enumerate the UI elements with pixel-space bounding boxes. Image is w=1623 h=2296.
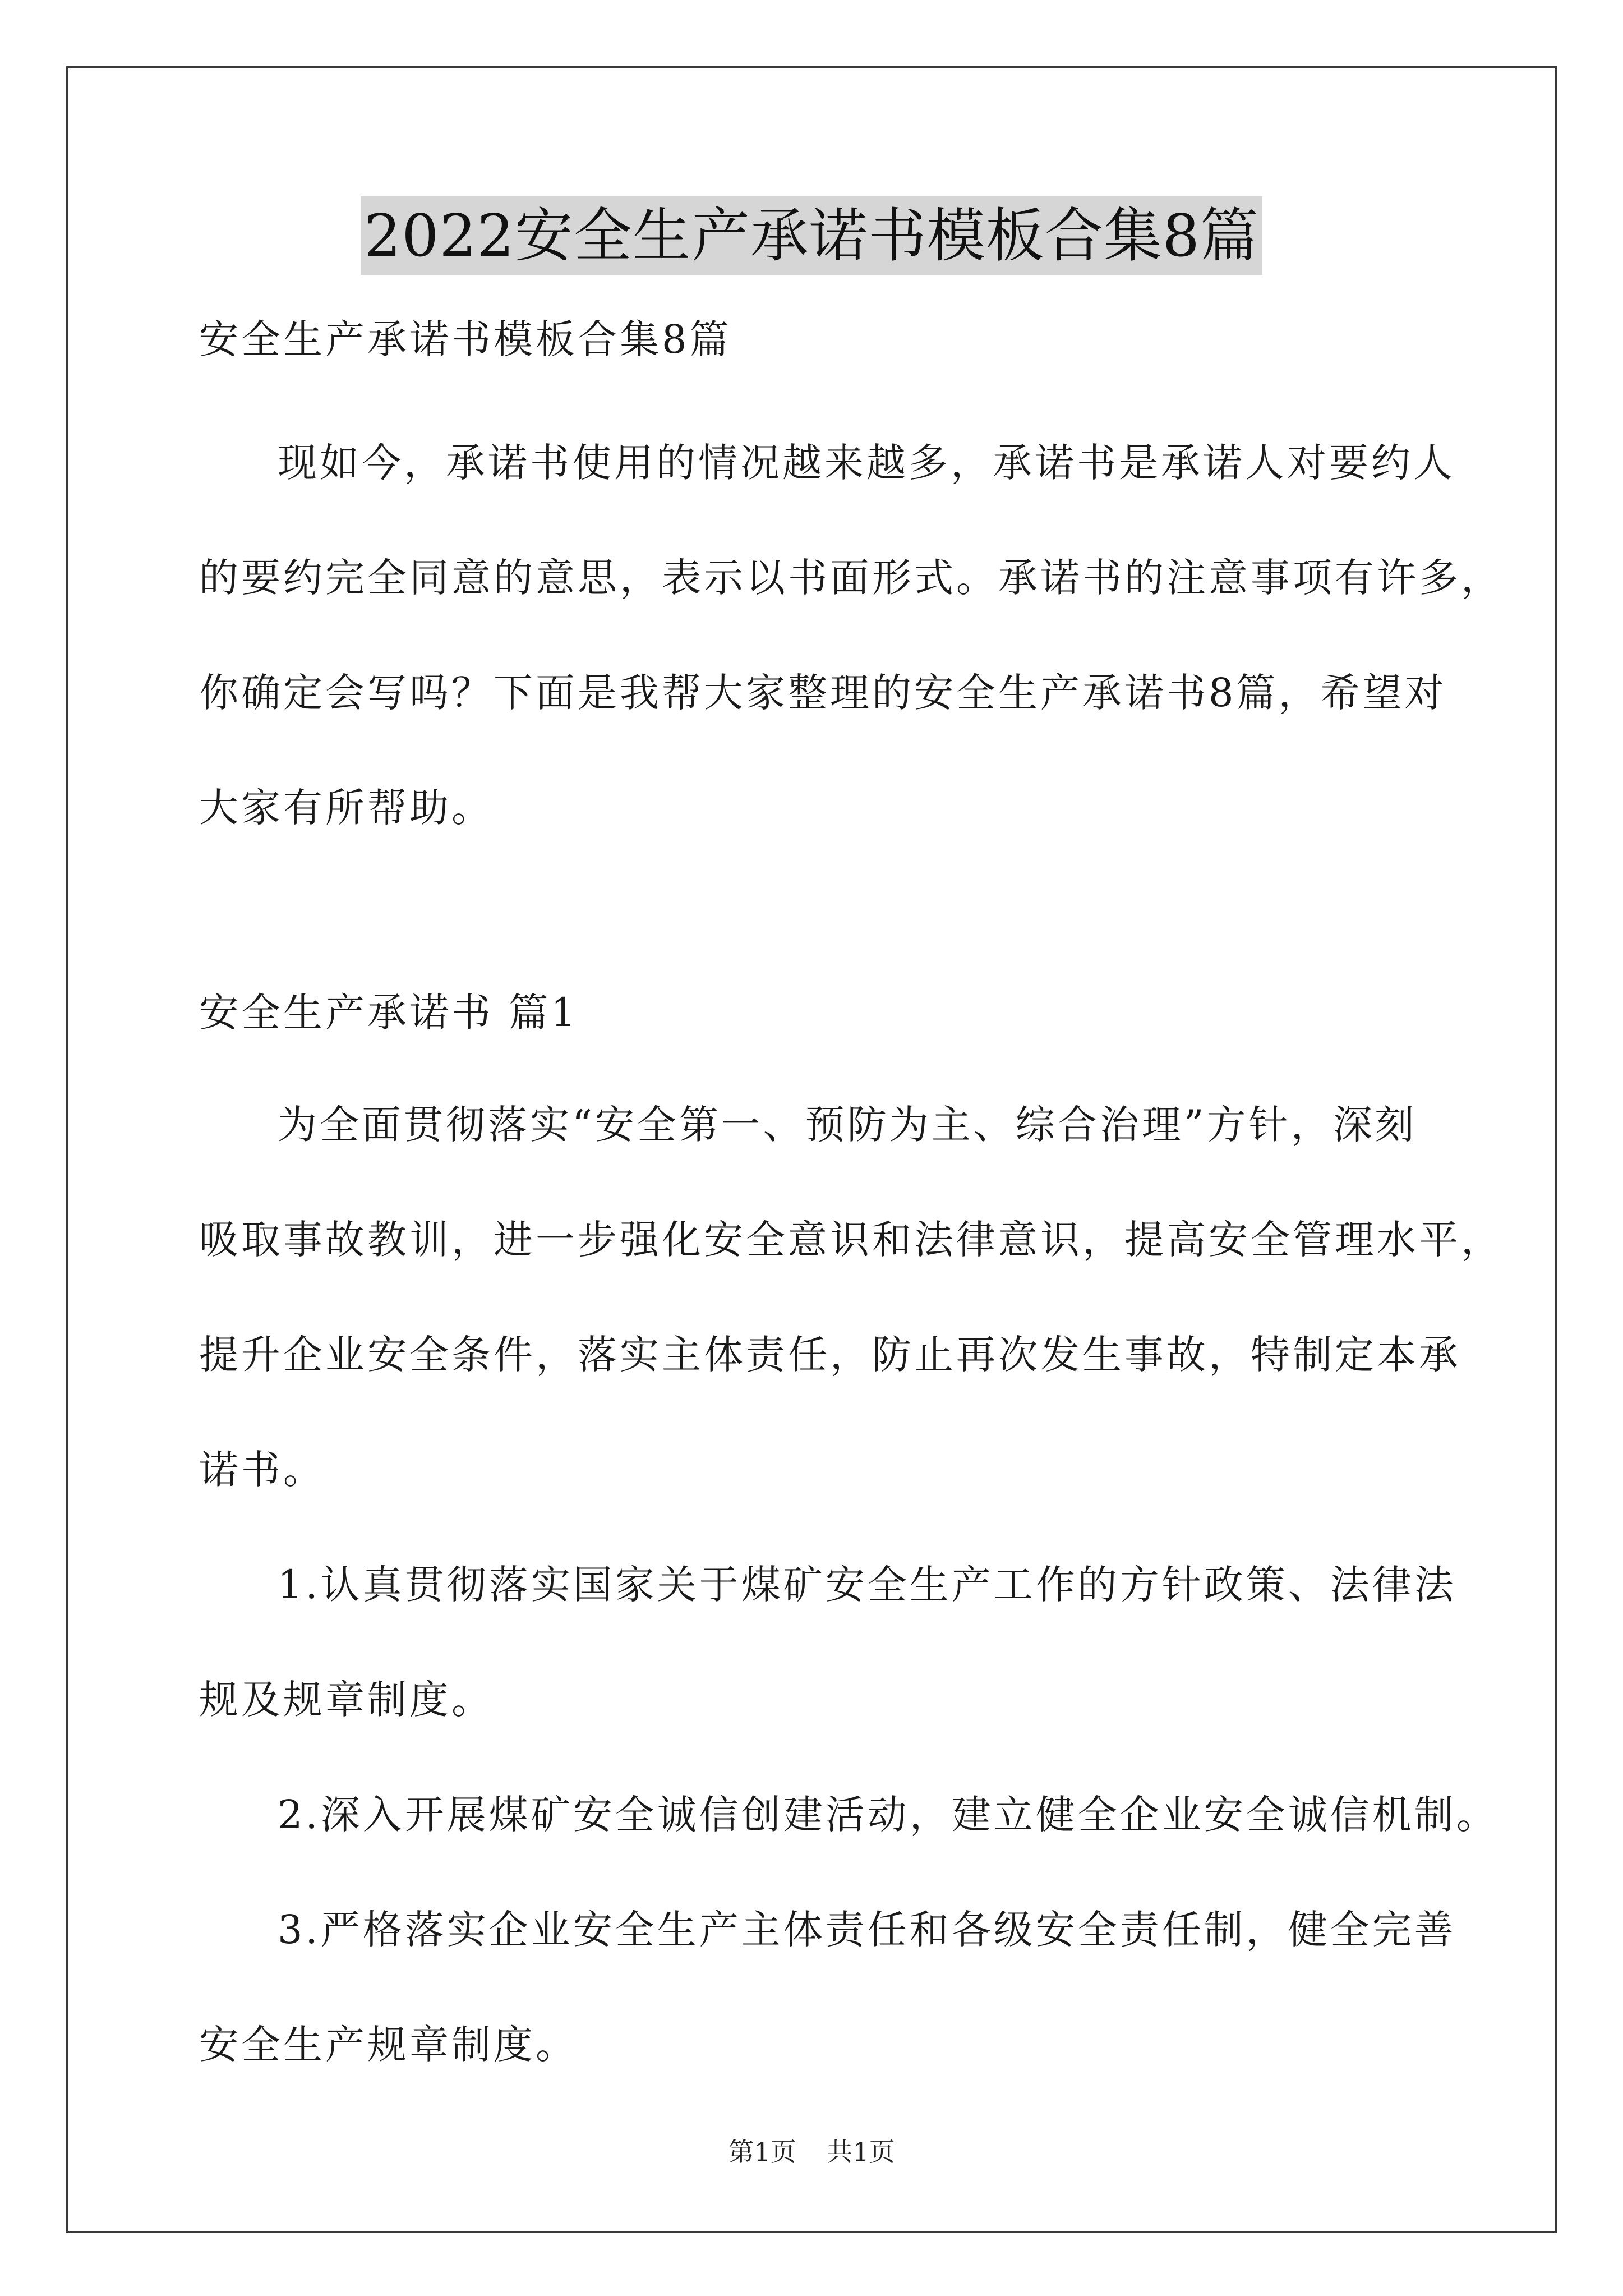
- total-pages: 共1页: [827, 2137, 895, 2167]
- list-item-1-line-2: 规及规章制度。: [199, 1677, 494, 1723]
- section-paragraph-line-1: 为全面贯彻落实“安全第一、预防为主、综合治理”方针，深刻: [278, 1102, 1417, 1148]
- section-paragraph-line-3: 提升企业安全条件，落实主体责任，防止再次发生事故，特制定本承: [199, 1332, 1461, 1378]
- list-item-3-line-2: 安全生产规章制度。: [199, 2022, 578, 2068]
- page-number: 第1页: [728, 2137, 796, 2167]
- intro-line-2: 的要约完全同意的意思，表示以书面形式。承诺书的注意事项有许多，: [199, 555, 1503, 601]
- intro-line-3: 你确定会写吗？下面是我帮大家整理的安全生产承诺书8篇，希望对: [199, 670, 1447, 716]
- title-container: [0, 196, 1623, 275]
- section-paragraph-line-4: 诺书。: [199, 1447, 325, 1493]
- document-title: 2022安全生产承诺书模板合集8篇: [361, 196, 1262, 275]
- list-item-1-line-1: 1.认真贯彻落实国家关于煤矿安全生产工作的方针政策、法律法: [278, 1562, 1456, 1608]
- document-subtitle: 安全生产承诺书模板合集8篇: [199, 316, 732, 362]
- intro-line-1: 现如今，承诺书使用的情况越来越多，承诺书是承诺人对要约人: [278, 440, 1455, 486]
- section-paragraph-line-2: 吸取事故教训，进一步强化安全意识和法律意识，提高安全管理水平，: [199, 1217, 1503, 1263]
- list-item-3-line-1: 3.严格落实企业安全生产主体责任和各级安全责任制，健全完善: [278, 1907, 1456, 1953]
- list-item-2: 2.深入开展煤矿安全诚信创建活动，建立健全企业安全诚信机制。: [278, 1792, 1498, 1838]
- intro-line-4: 大家有所帮助。: [199, 785, 494, 831]
- section-heading: 安全生产承诺书 篇1: [199, 990, 579, 1036]
- page-footer: [0, 2132, 1623, 2169]
